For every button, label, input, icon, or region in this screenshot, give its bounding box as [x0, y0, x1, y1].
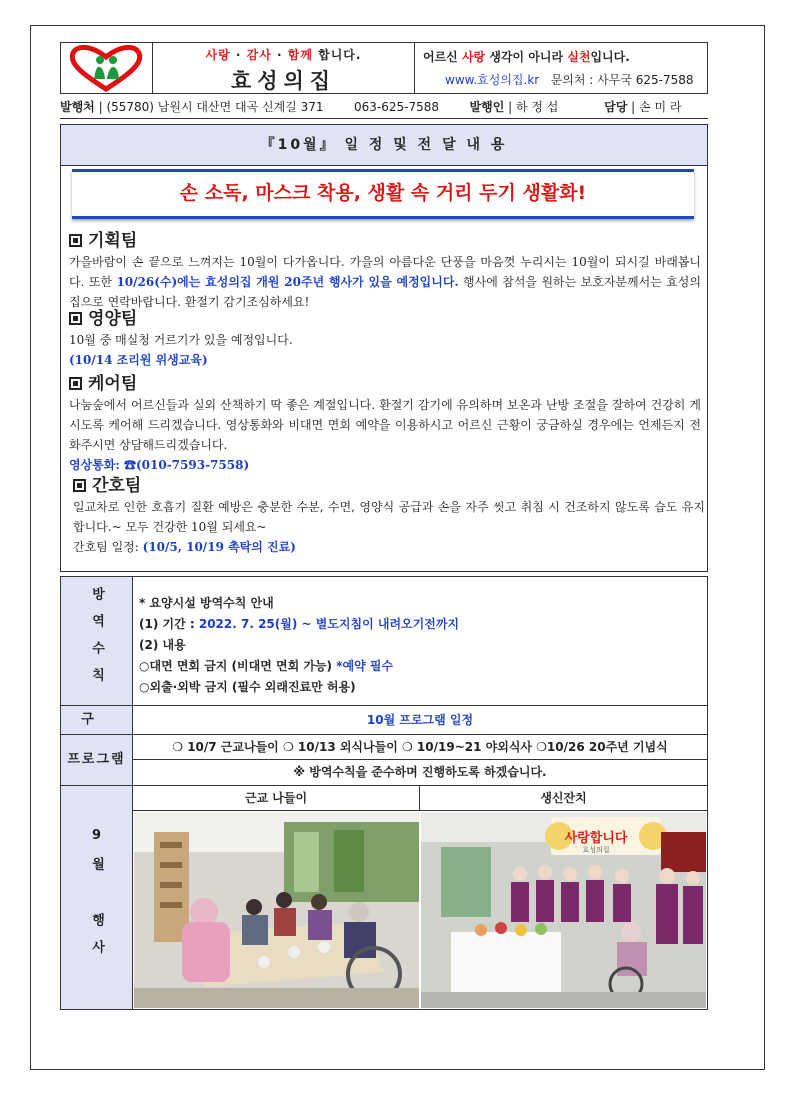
slogan-top: 사랑 · 감사 · 함께 합니다. [205, 48, 362, 62]
publisher-phone: 063-625-7588 [354, 100, 440, 114]
newsletter-header [60, 42, 708, 94]
checkbox-square-icon [73, 479, 86, 492]
svg-text:사랑합니다: 사랑합니다 [564, 831, 628, 846]
heart-logo-icon [61, 43, 151, 93]
safety-banner: 손 소독, 마스크 착용, 생활 속 거리 두기 생활화! [72, 169, 694, 219]
outing-photo [134, 812, 419, 1008]
schedule-section [60, 124, 708, 572]
care-team: 케어팀 나눔숲에서 어르신들과 실외 산책하기 딱 좋은 계절입니다. 환절기 감기에 유의하며 보온과 난방 조절을 잘하여 건강히 게시도록 케어해 드리겠습니다. 영상통화와 비대면 면회 예약을 이용하시고 어르신 근황이 궁금하실 경우에는 언제든지 전화주시면 상담해드리겠습니다. 영상통화: ☎(010-7593-7558) [69, 374, 701, 472]
checkbox-square-icon [69, 377, 82, 390]
program-title: 10월 프로그램 일정 [366, 713, 474, 727]
motto: 어르신 사랑 생각이 아니라 실천입니다. www.효성의집.kr 문의처 : 사무국 625-7588 [423, 50, 694, 87]
policy-content: * 요양시설 방역수칙 안내 (1) 기간 : 2022. 7. 25(월) ~ 별도지침이 내려오기전까지 (2) 내용 ○대면 면회 금지 (비대면 면회 가능) *예약 필수 ○외출·외박 금지 (필수 외래진료만 허용) [139, 596, 460, 694]
website-link[interactable]: www.효성의집.kr [445, 73, 540, 87]
planning-team: 기획팀 가을바람이 손 끝으로 느껴지는 10월이 다가옵니다. 가을의 아름다운 단풍을 마음껏 누리시는 10월이 되시길 바래봅니다. 또한 10/26(수)에는 효성의집 개원 20주년 행사가 있을 예정입니다. 행사에 참석을 원하는 보호자분께서는 효성의집으로 연락바랍니다. 환절기 감기조심하세요! [69, 231, 701, 309]
photo1-caption: 근교 나들이 [133, 786, 420, 811]
checkbox-square-icon [69, 312, 82, 325]
nutrition-team: 영양팀 10월 중 매실청 거르기가 있을 예정입니다. (10/14 조리원 위생교육) [69, 309, 293, 367]
org-name: 효성의집 [230, 69, 337, 93]
birthday-photo [421, 812, 706, 1008]
program-label-cell: 프로그램 [61, 735, 133, 785]
category-label-cell: 구 [61, 706, 133, 734]
program-table [60, 576, 708, 1010]
logo [61, 43, 153, 93]
checkbox-square-icon [69, 234, 82, 247]
policy-label-cell: 방역수칙 [61, 577, 133, 705]
slogan [153, 43, 415, 93]
program-note: ※ 방역수칙을 준수하며 진행하도록 하겠습니다. [293, 765, 547, 779]
event-label-cell: 9월 행사 [61, 786, 133, 1009]
program-items: ❍ 10/7 근교나들이 ❍ 10/13 외식나들이 ❍ 10/19~21 야외식사 ❍10/26 20주년 기념식 [133, 735, 707, 760]
contact-info: 문의처 : 사무국 625-7588 [550, 73, 694, 87]
nursing-team: 간호팀 일교차로 인한 호흡기 질환 예방은 충분한 수분, 수면, 영양식 공급과 손을 자주 씻고 취침 시 건조하지 않도록 습도 유지합니다.~ 모두 건강한 10월 되세요~ 간호팀 일정: (10/5, 10/19 촉탁의 진료) [73, 476, 705, 554]
photo2-caption: 생신잔치 [420, 786, 707, 811]
section-title: 『10월』 일 정 및 전 달 내 용 [61, 125, 707, 166]
publisher-row: 발행처 | (55780) 남원시 대산면 대곡 신계길 371 063-625-7588 발행인 | 하 정 섭 담당 | 손 미 라 [60, 98, 708, 119]
svg-text:효성의집: 효성의집 [582, 846, 610, 854]
